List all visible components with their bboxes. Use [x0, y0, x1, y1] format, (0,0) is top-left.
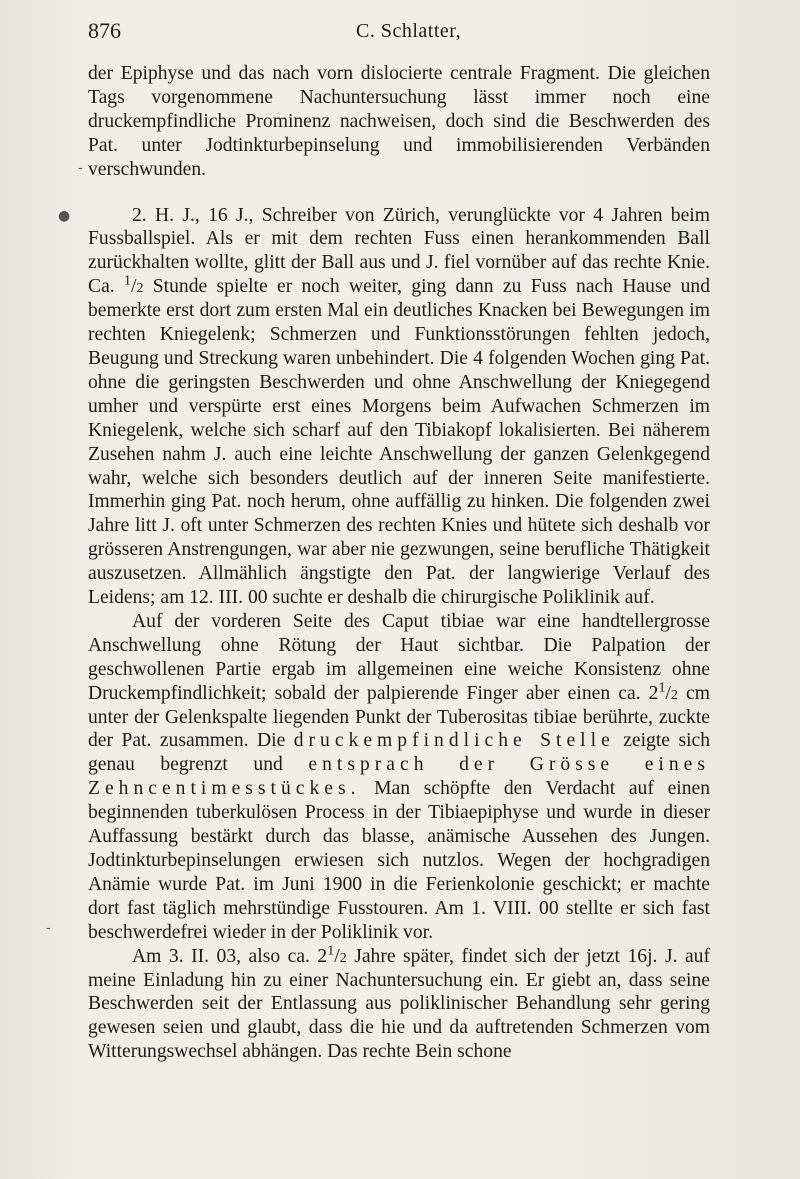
fraction-denominator: 2 [136, 281, 144, 297]
margin-mark: ‐ [46, 920, 51, 936]
spaced-emphasis: druckempfindliche Stelle [293, 730, 615, 752]
fraction-numerator: 1 [124, 273, 131, 289]
text-run: Jahre später, findet sich der jetzt 16j. J. auf meine Einladung hin zu einer Nachuntersuchung ein. Er giebt an, dass seine Beschwerden seit der Entlassung aus poliklinischer Behandlung sehr gering gewesen seien und glaubt, dass die hie und da auftretenden Schmerzen vom Witterungswechsel abhängen. Das rechte Bein schone [88, 945, 710, 1063]
findings-paragraph: Auf der vorderen Seite des Caput tibiae war eine handtellergrosse Anschwellung ohne Rötung der Haut sichtbar. Die Palpation der geschwollenen Partie ergab im allgemeinen eine weiche Konsistenz ohne Druckempfindlichkeit; sobald der palpierende Finger aber einen ca. $2^1/2$ cm unter der Gelenkspalte liegenden Punkt der Tuberositas tibiae berührte, zuckte der Pat. zusammen. Die druckempfindliche Stelle zeigte sich genau begrenzt und entsprach der Grösse eines Zehncentimesstückes. Man schöpfte den Verdacht auf einen beginnenden tuberkulösen Process in der Tibiaepiphyse und wurde in dieser Auffassung bestärkt durch das blasse, anämische Aussehen des Jungen. Jodtinkturbepinselungen erwiesen sich nutzlos. Wegen der hochgradigen Anämie wurde Pat. im Juni 1900 in die Ferienkolonie geschickt; er machte dort fast täglich mehrstündige Fusstouren. Am 1. VIII. 00 stellte er sich fast beschwerdefrei wieder in der Poliklinik vor. [88, 610, 711, 943]
body-text [88, 62, 710, 1064]
text-run: Man schöpfte den Verdacht auf einen beginnenden tuberkulösen Process in der Tibiaepiphyse und wurde in dieser Auffassung bestärkt durch das blasse, anämische Aussehen des Jungen. Jodtinkturbepinselungen erwiesen sich nutzlos. Wegen der hochgradigen Anämie wurde Pat. im Juni 1900 in die Ferienkolonie geschickt; er machte dort fast täglich mehrstündige Fusstouren. Am 1. VIII. 00 stellte er sich fast beschwerdefrei wieder in der Poliklinik vor. [88, 778, 710, 943]
case-paragraph: 2. H. J., 16 J., Schreiber von Zürich, verunglückte vor 4 Jahren beim Fussballspiel. Als er mit dem rechten Fuss einen herankommenden Ball zurückhalten wollte, glitt der Ball aus und J. fiel vornüber auf das rechte Knie. Ca. $^1$/2 Stunde spielte er noch weiter, ging dann zu Fuss nach Hause und bemerkte erst dort zum ersten Mal ein deutliches Knacken bei Bewegungen im rechten Kniegelenk; Schmerzen und Funktionsstörungen fehlten jedoch, Beugung und Streckung waren unbehindert. Die 4 folgenden Wochen ging Pat. ohne die geringsten Beschwerden und ohne Anschwellung der Kniegegend umher und verspürte erst eines Morgens beim Aufwachen Schmerzen im Kniegelenk, welche sich scharf auf den Tibiakopf lokalisierten. Bei näherem Zusehen nahm J. auch eine leichte Anschwellung der ganzen Gelenkgegend wahr, welche sich besonders deutlich auf der inneren Seite manifestierte. Immerhin ging Pat. noch herum, ohne auffällig zu hinken. Die folgenden zwei Jahre litt J. oft unter Schmerzen des rechten Knies und hütete sich deshalb vor grösseren Anstrengungen, war aber nie gezwungen, seine berufliche Thätigkeit auszusetzen. Allmählich ängstigte den Pat. der langwierige Verlauf des Leidens; am 12. III. 00 suchte er deshalb die chirurgische Poliklinik auf. [88, 204, 711, 609]
text-run: zeigte sich genau begrenzt und [88, 730, 711, 776]
paragraph-continuation: der Epiphyse und das nach vorn dislocierte centrale Fragment. Die gleichen Tags vorgenommene Nachuntersuchung lässt immer noch eine druckempfindliche Prominenz nachweisen, doch sind die Beschwerden des Pat. unter Jodtinkturbepinselung und immobilisierenden Verbänden verschwunden. [88, 63, 710, 180]
page-header [88, 18, 740, 48]
text-run: Am 3. II. 03, also ca. 2 [132, 945, 328, 967]
margin-bullet: ● [58, 208, 71, 224]
fraction-numerator: 1 [327, 943, 335, 959]
text-run: Stunde spielte er noch weiter, ging dann zu Fuss nach Hause und bemerkte erst dort zum ersten Mal ein deutliches Knacken bei Bewegungen im rechten Kniegelenk; Schmerzen und Funktionsstörungen fehlten jedoch, Beugung und Streckung waren unbehindert. Die 4 folgenden Wochen ging Pat. ohne die geringsten Beschwerden und ohne Anschwellung der Kniegegend umher und verspürte erst eines Morgens beim Aufwachen Schmerzen im Kniegelenk, welche sich scharf auf den Tibiakopf lokalisierten. Bei näherem Zusehen nahm J. auch eine leichte Anschwellung der ganzen Gelenkgegend wahr, welche sich besonders deutlich auf der inneren Seite manifestierte. Immerhin ging Pat. noch herum, ohne auffällig zu hinken. Die folgenden zwei Jahre litt J. oft unter Schmerzen des rechten Knies und hütete sich deshalb vor grösseren Anstrengungen, war aber nie gezwungen, seine berufliche Thätigkeit auszusetzen. Allmählich ängstigte den Pat. der langwierige Verlauf des Leidens; am 12. III. 00 suchte er deshalb die chirurgische Poliklinik auf. [88, 276, 711, 609]
text-run: cm unter der Gelenkspalte liegenden Punkt der Tuberositas tibiae berührte, zuckte der Pat. zusammen. Die [88, 682, 710, 752]
text-run: Auf der vorderen Seite des Caput tibiae war eine handtellergrosse Anschwellung ohne Rötung der Haut sichtbar. Die Palpation der geschwollenen Partie ergab im allgemeinen eine weiche Konsistenz ohne Druckempfindlichkeit; sobald der palpierende Finger aber einen ca. 2 [88, 610, 710, 704]
spaced-emphasis: entsprach der Grösse eines Zehncentimesstückes. [88, 754, 710, 800]
margin-mark: ‐ [78, 160, 83, 176]
text-run: 2. H. J., 16 J., Schreiber von Zürich, verunglückte vor 4 Jahren beim Fussballspiel. Als er mit dem rechten Fuss einen herankommenden Ball zurückhalten wollte, glitt der Ball aus und J. fiel vornüber auf das rechte Knie. Ca. [88, 204, 710, 298]
running-head: C. Schlatter, [356, 20, 462, 42]
fraction-numerator: 1 [658, 680, 666, 696]
followup-paragraph: Am 3. II. 03, also ca. $2^1/2$ Jahre später, findet sich der jetzt 16j. J. auf meine Einladung hin zu einer Nachuntersuchung ein. Er giebt an, dass seine Beschwerden seit der Entlassung aus poliklinischer Behandlung sehr gering gewesen seien und glaubt, dass die hie und da auftretenden Schmerzen vom Witterungswechsel abhängen. Das rechte Bein schone [88, 943, 710, 1063]
page-number: 876 [88, 18, 121, 43]
fraction-denominator: 2 [339, 950, 347, 966]
fraction-denominator: 2 [670, 687, 678, 703]
